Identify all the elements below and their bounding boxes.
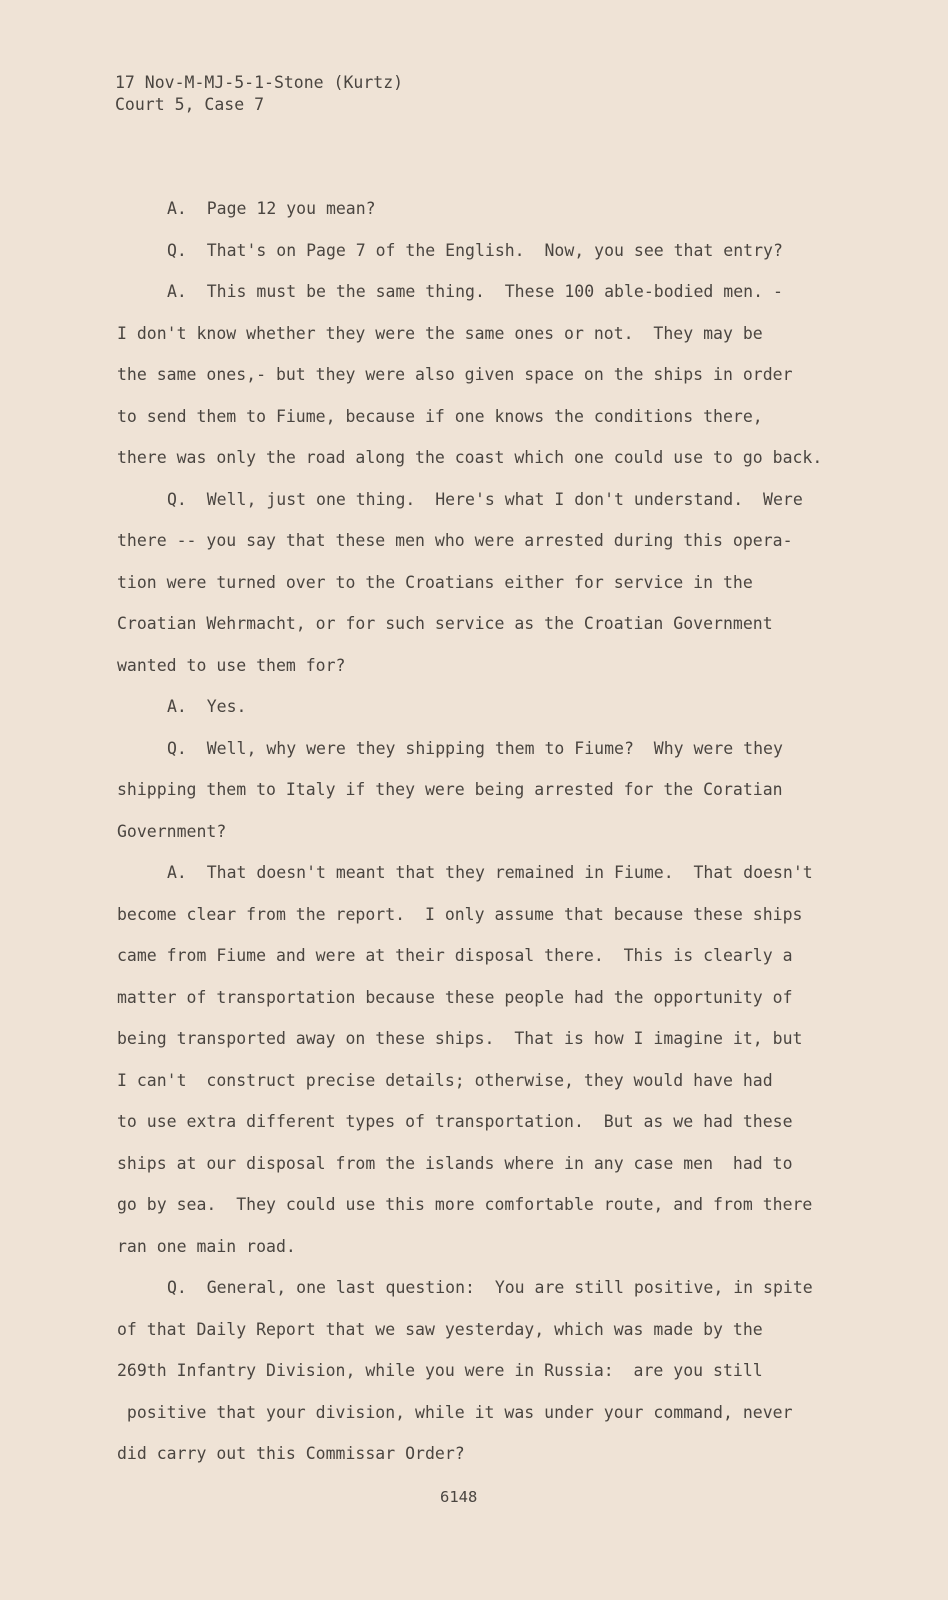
- transcript-line: there -- you say that these men who were arrested during this opera-: [117, 531, 793, 550]
- transcript-line: A. That doesn't meant that they remained in Fiume. That doesn't: [167, 863, 813, 882]
- transcript-line: did carry out this Commissar Order?: [117, 1444, 465, 1463]
- transcript-body: [117, 188, 857, 1475]
- transcript-line: ships at our disposal from the islands where in any case men had to: [117, 1153, 793, 1173]
- transcript-line: Q. Well, just one thing. Here's what I don't understand. Were: [167, 489, 803, 509]
- transcript-line: there was only the road along the coast which one could use to go back.: [117, 448, 823, 467]
- transcript-line: Government?: [117, 821, 227, 841]
- header-court-case: Court 5, Case 7: [115, 95, 265, 114]
- transcript-line: being transported away on these ships. That is how I imagine it, but: [117, 1029, 803, 1048]
- transcript-line: ran one main road.: [117, 1236, 296, 1256]
- transcript-line: go by sea. They could use this more comfortable route, and from there: [117, 1195, 813, 1214]
- transcript-line: A. Yes.: [167, 697, 247, 716]
- transcript-line: Q. That's on Page 7 of the English. Now, you see that entry?: [167, 240, 783, 260]
- transcript-line: came from Fiume and were at their disposal there. This is clearly a: [117, 946, 793, 965]
- transcript-line: of that Daily Report that we saw yesterday, which was made by the: [117, 1319, 763, 1339]
- transcript-line: I can't construct precise details; otherwise, they would have had: [117, 1070, 773, 1090]
- transcript-line: positive that your division, while it was under your command, never: [117, 1402, 793, 1422]
- transcript-line: to send them to Fiume, because if one knows the conditions there,: [117, 406, 763, 426]
- document-header: [115, 72, 403, 116]
- transcript-line: shipping them to Italy if they were being arrested for the Coratian: [117, 780, 783, 799]
- transcript-line: A. Page 12 you mean?: [167, 199, 376, 218]
- transcript-line: wanted to use them for?: [117, 655, 346, 675]
- header-case-reference: 17 Nov-M-MJ-5-1-Stone (Kurtz): [115, 73, 404, 92]
- transcript-line: 269th Infantry Division, while you were in Russia: are you still: [117, 1361, 763, 1380]
- transcript-line: the same ones,- but they were also given space on the ships in order: [117, 365, 793, 384]
- transcript-line: I don't know whether they were the same ones or not. They may be: [117, 323, 763, 343]
- transcript-line: Q. General, one last question: You are still positive, in spite: [167, 1278, 813, 1297]
- transcript-line: A. This must be the same thing. These 100 able-bodied men. -: [167, 282, 783, 301]
- transcript-line: matter of transportation because these people had the opportunity of: [117, 987, 793, 1007]
- transcript-line: tion were turned over to the Croatians either for service in the: [117, 572, 753, 592]
- transcript-line: Q. Well, why were they shipping them to Fiume? Why were they: [167, 738, 783, 758]
- transcript-line: Croatian Wehrmacht, or for such service as the Croatian Government: [117, 614, 773, 633]
- page-number: 6148: [440, 1488, 478, 1506]
- transcript-line: to use extra different types of transportation. But as we had these: [117, 1112, 793, 1131]
- transcript-line: become clear from the report. I only assume that because these ships: [117, 904, 803, 924]
